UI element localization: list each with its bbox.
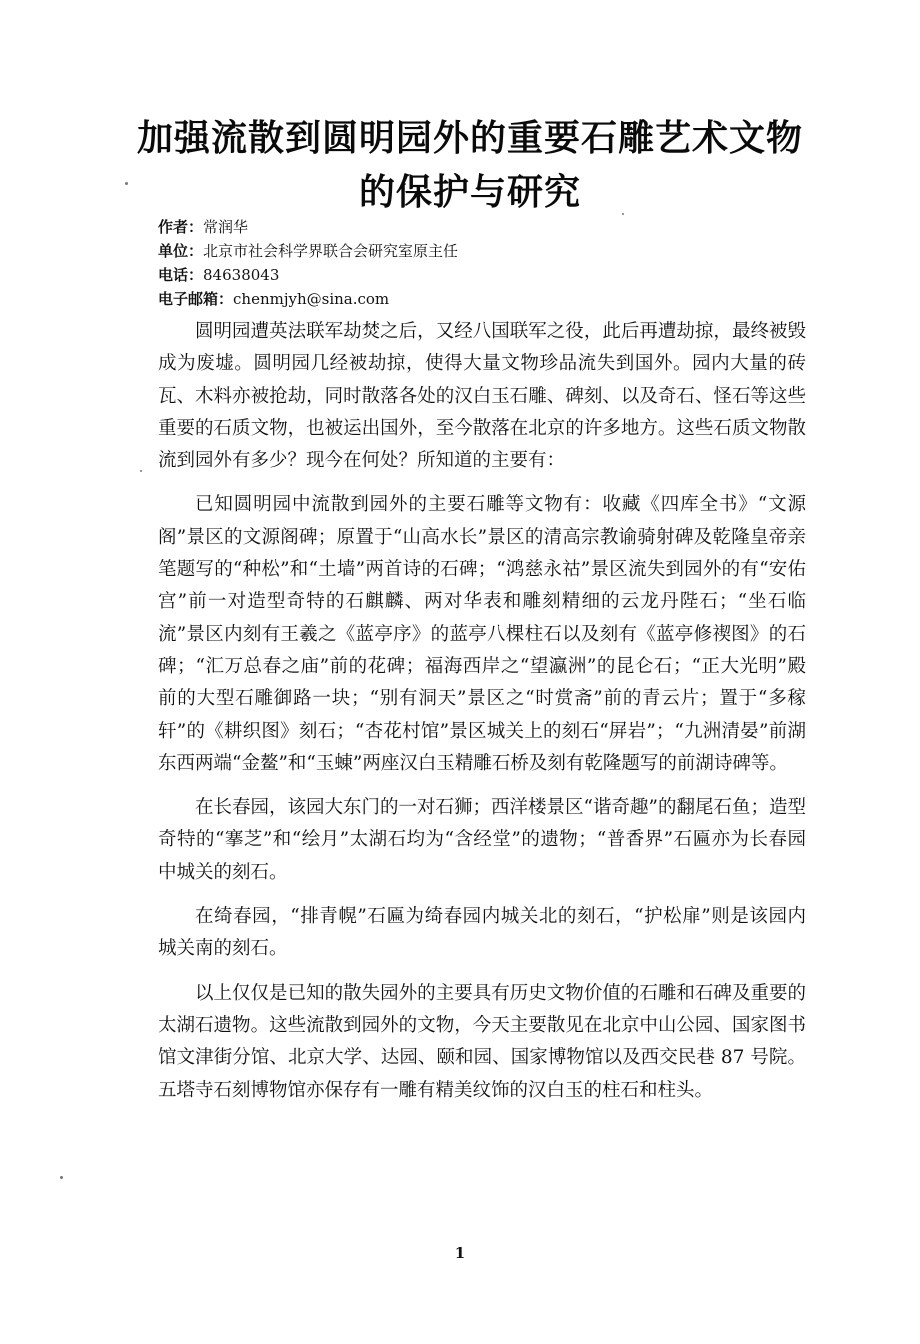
author-info bbox=[158, 215, 778, 311]
unit-label: 单位： bbox=[158, 242, 204, 260]
unit-value: 北京市社会科学界联合会研究室原主任 bbox=[203, 242, 459, 260]
scan-speck bbox=[125, 182, 128, 185]
phone-label: 电话： bbox=[158, 266, 204, 284]
paragraph-changchunyuan: 在长春园，该园大东门的一对石狮；西洋楼景区“谐奇趣”的翻尾石鱼；造型奇特的“搴芝”和“绘月”太湖石均为“含经堂”的遗物；“普香界”石匾亦为长春园中城关的刻石。 bbox=[158, 797, 806, 883]
paragraph-qichunyuan: 在绮春园，“排青幌”石匾为绮春园内城关北的刻石，“护松扉”则是该园内城关南的刻石。 bbox=[158, 906, 806, 960]
scan-speck bbox=[60, 1176, 63, 1179]
author-row bbox=[158, 215, 778, 239]
title-line-1: 加强流散到圆明园外的重要石雕艺术文物 bbox=[136, 118, 803, 159]
page-number: 1 bbox=[454, 1244, 466, 1262]
scan-speck bbox=[140, 470, 142, 472]
phone-row bbox=[158, 263, 778, 287]
phone-value: 84638043 bbox=[203, 266, 280, 284]
author-label: 作者： bbox=[158, 218, 204, 236]
email-value: chenmjyh@sina.com bbox=[233, 290, 390, 308]
unit-row bbox=[158, 239, 778, 263]
title-line-2: 的保护与研究 bbox=[358, 172, 581, 213]
article-body bbox=[158, 316, 806, 1119]
scan-speck bbox=[622, 213, 624, 215]
paragraph-yuanmingyuan: 已知圆明园中流散到园外的主要石雕等文物有：收藏《四库全书》“文源阁”景区的文源阁碑；原置于“山高水长”景区的清高宗教谕骑射碑及乾隆皇帝亲笔题写的“种松”和“土墙”两首诗的石碑；“鸿慈永祜”景区流失到园外的有“安佑宫”前一对造型奇特的石麒麟、两对华表和雕刻精细的云龙丹陛石；“坐石临流”景区内刻有王羲之《蓝亭序》的蓝亭八棵柱石以及刻有《蓝亭修禊图》的石碑；“汇万总春之庙”前的花碑；福海西岸之“望瀛洲”的昆仑石；“正大光明”殿前的大型石雕御路一块；“别有洞天”景区之“时赏斋”前的青云片；置于“多稼轩”的《耕织图》刻石；“杏花村馆”景区城关上的刻石“屏岩”；“九洲清晏”前湖东西两端“金鳌”和“玉蝀”两座汉白玉精雕石桥及刻有乾隆题写的前湖诗碑等。 bbox=[158, 494, 806, 774]
email-label: 电子邮箱： bbox=[158, 290, 234, 308]
document-title bbox=[110, 112, 830, 220]
paragraph-intro: 圆明园遭英法联军劫焚之后，又经八国联军之役，此后再遭劫掠，最终被毁成为废墟。圆明园几经被劫掠，使得大量文物珍品流失到国外。园内大量的砖瓦、木料亦被抢劫，同时散落各处的汉白玉石雕、碑刻、以及奇石、怪石等这些重要的石质文物，也被运出国外，至今散落在北京的许多地方。这些石质文物散流到园外有多少？现今在何处？所知道的主要有： bbox=[158, 321, 806, 472]
email-row bbox=[158, 287, 778, 311]
paragraph-summary: 以上仅仅是已知的散失园外的主要具有历史文物价值的石雕和石碑及重要的太湖石遗物。这些流散到园外的文物，今天主要散见在北京中山公园、国家图书馆文津街分馆、北京大学、达园、颐和园、国家博物馆以及西交民巷 87 号院。五塔寺石刻博物馆亦保存有一雕有精美纹饰的汉白玉的柱石和柱头。 bbox=[158, 982, 806, 1101]
author-name: 常润华 bbox=[203, 218, 249, 236]
